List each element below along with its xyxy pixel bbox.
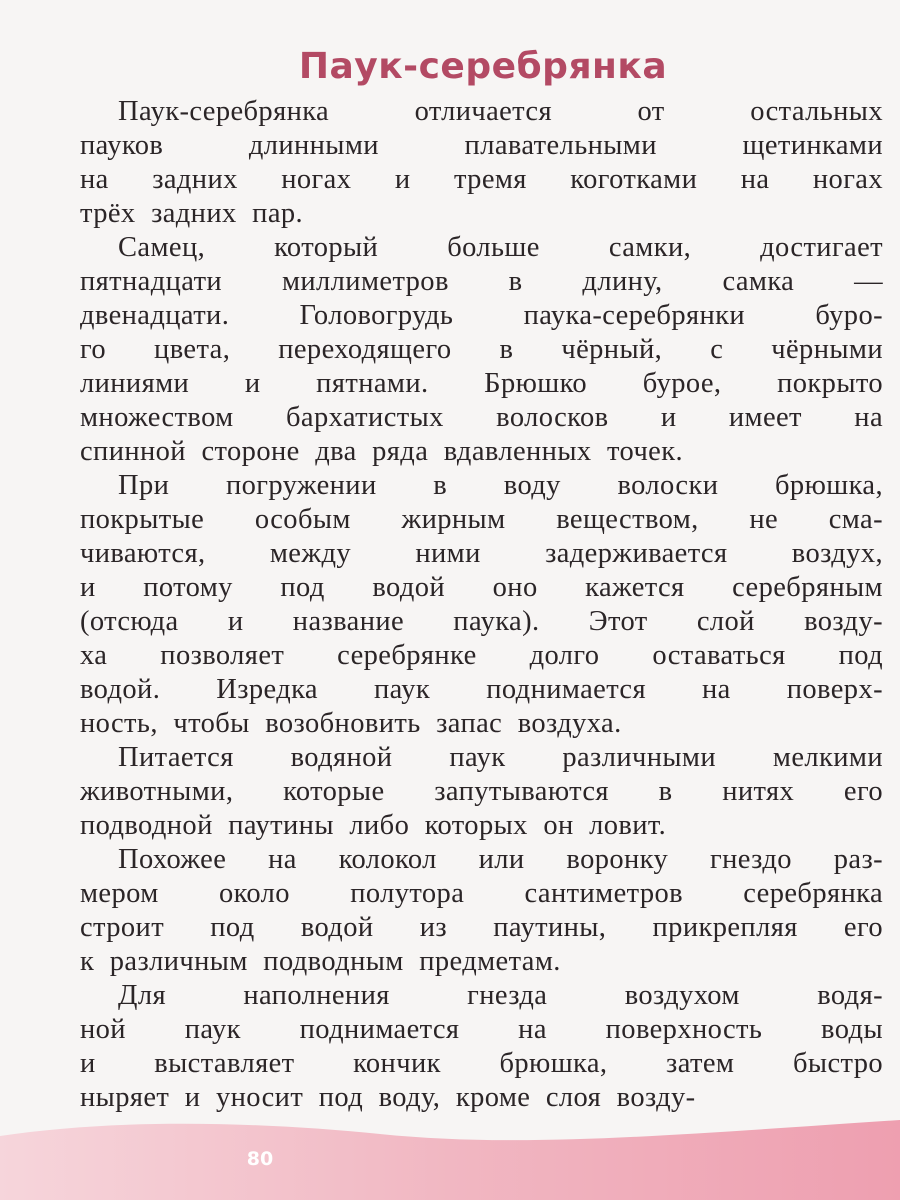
paragraph-line: чиваются, между ними задерживается воздух, [80, 538, 883, 569]
paragraph-line: животными, которые запутываются в нитях его [80, 776, 883, 807]
paragraph-line: линиями и пятнами. Брюшко бурое, покрыто [80, 368, 883, 399]
paragraph-line: Для наполнения гнезда воздухом водя- [118, 980, 883, 1011]
paragraph-line: к различным подводным предметам. [80, 946, 561, 977]
paragraph-line: пауков длинными плавательными щетинками [80, 130, 883, 161]
footer-band-shape [0, 1120, 900, 1200]
paragraph-line: го цвета, переходящего в чёрный, с чёрными [80, 334, 883, 365]
paragraph-line: водой. Изредка паук поднимается на поверх- [80, 674, 883, 705]
article-body [80, 95, 883, 1115]
paragraph-line: Похожее на колокол или воронку гнездо раз- [118, 844, 883, 875]
paragraph-line: мером около полутора сантиметров серебрянка [80, 878, 883, 909]
paragraph-line: Самец, который больше самки, достигает [118, 232, 883, 263]
paragraph-line: Паук-серебрянка отличается от остальных [118, 96, 883, 127]
paragraph-line: пятнадцати миллиметров в длину, самка — [80, 266, 883, 297]
paragraph-line: и выставляет кончик брюшка, затем быстро [80, 1048, 883, 1079]
paragraph-line: Питается водяной паук различными мелкими [118, 742, 883, 773]
paragraph-line: ха позволяет серебрянке долго оставаться под [80, 640, 883, 671]
paragraph-line: множеством бархатистых волосков и имеет на [80, 402, 883, 433]
paragraph-line: подводной паутины либо которых он ловит. [80, 810, 667, 841]
paragraph-line: ность, чтобы возобновить запас воздуха. [80, 708, 622, 739]
paragraph-line: на задних ногах и тремя коготками на ногах [80, 164, 883, 195]
paragraph-line: строит под водой из паутины, прикрепляя его [80, 912, 883, 943]
page-number: 80 [246, 1148, 274, 1170]
paragraph-line: двенадцати. Головогрудь паука-серебрянки буро- [80, 300, 883, 331]
paragraph-line: покрытые особым жирным веществом, не сма- [80, 504, 883, 535]
paragraph-line: и потому под водой оно кажется серебряным [80, 572, 883, 603]
paragraph-line: (отсюда и название паука). Этот слой возду- [80, 606, 883, 637]
paragraph-line: трёх задних пар. [80, 198, 304, 229]
paragraph-line: ныряет и уносит под воду, кроме слоя возду- [80, 1082, 696, 1113]
paragraph-line: При погружении в воду волоски брюшка, [118, 470, 883, 501]
page-title: Паук-серебрянка [298, 46, 668, 87]
footer-decoration [0, 1100, 900, 1200]
paragraph-line: ной паук поднимается на поверхность воды [80, 1014, 883, 1045]
paragraph-line: спинной стороне два ряда вдавленных точек. [80, 436, 684, 467]
